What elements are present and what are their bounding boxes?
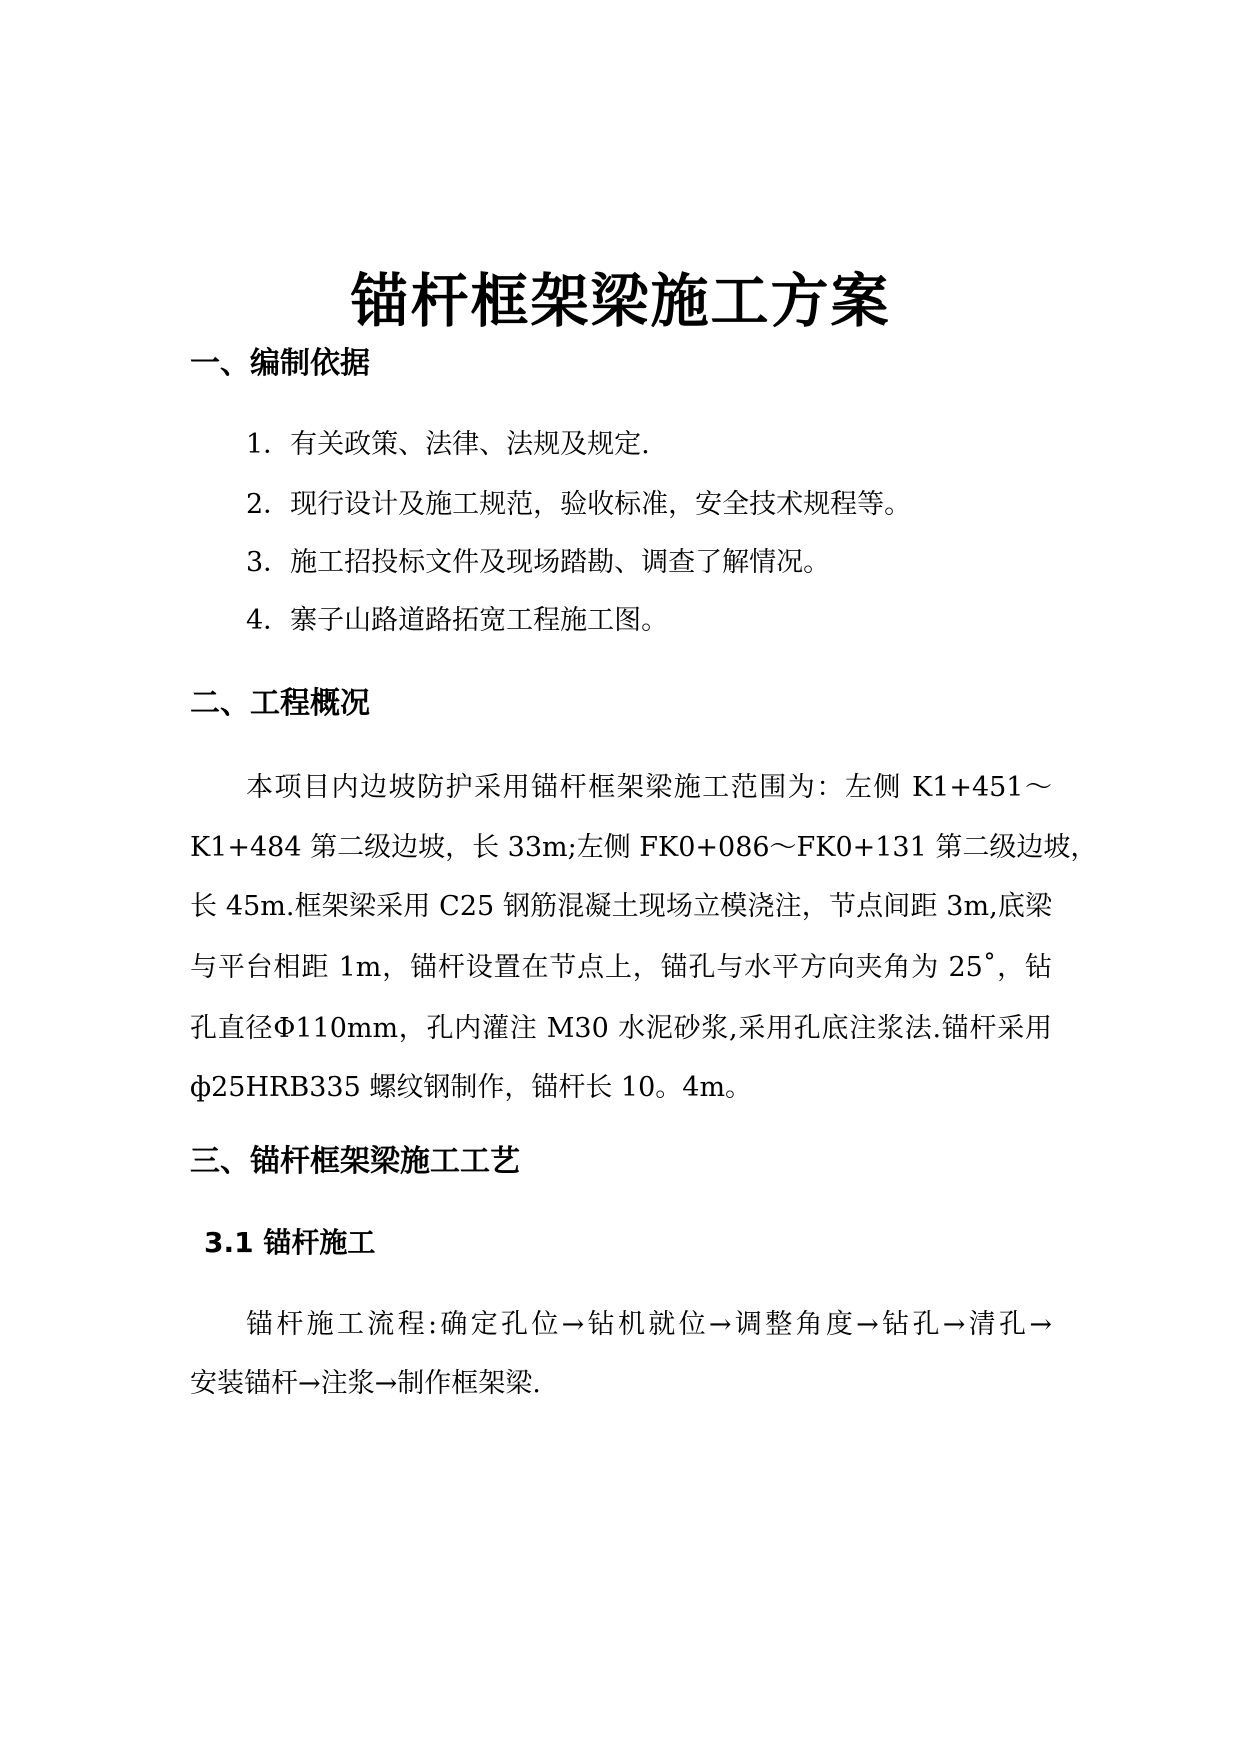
- subsection-heading-anchor: 3.1 锚杆施工: [204, 1226, 376, 1259]
- section-heading-process: 三、锚杆框架梁施工工艺: [190, 1144, 520, 1179]
- paragraph-line: 孔直径Φ110mm，孔内灌注 M30 水泥砂浆,采用孔底注浆法.锚杆采用: [190, 1013, 1052, 1044]
- list-item: 4．寨子山路道路拓宽工程施工图。: [246, 605, 669, 636]
- paragraph-line: ф25HRB335 螺纹钢制作，锚杆长 10。4m。: [190, 1072, 753, 1103]
- section-heading-overview: 二、工程概况: [190, 686, 370, 721]
- paragraph-line: K1+484 第二级边坡，长 33m;左侧 FK0+086～FK0+131 第二级边坡，: [190, 832, 1098, 863]
- paragraph-line: 长 45m.框架梁采用 C25 钢筋混凝土现场立模浇注，节点间距 3m,底梁: [190, 891, 1052, 922]
- paragraph-line: 本项目内边坡防护采用锚杆框架梁施工范围为：左侧 K1+451～: [246, 772, 1052, 803]
- list-item: 3．施工招投标文件及现场踏勘、调查了解情况。: [246, 547, 831, 578]
- list-item: 1．有关政策、法律、法规及规定.: [246, 429, 650, 460]
- document-title: 锚杆框架梁施工方案: [350, 267, 891, 335]
- paragraph-line: 安装锚杆→注浆→制作框架梁.: [190, 1368, 541, 1399]
- paragraph-line: 与平台相距 1m，锚杆设置在节点上，锚孔与水平方向夹角为 25˚，钻: [190, 952, 1052, 983]
- list-item: 2．现行设计及施工规范，验收标准，安全技术规程等。: [246, 489, 912, 520]
- paragraph-line: 锚杆施工流程:确定孔位→钻机就位→调整角度→钻孔→清孔→: [246, 1309, 1052, 1340]
- section-heading-basis: 一、编制依据: [190, 346, 370, 381]
